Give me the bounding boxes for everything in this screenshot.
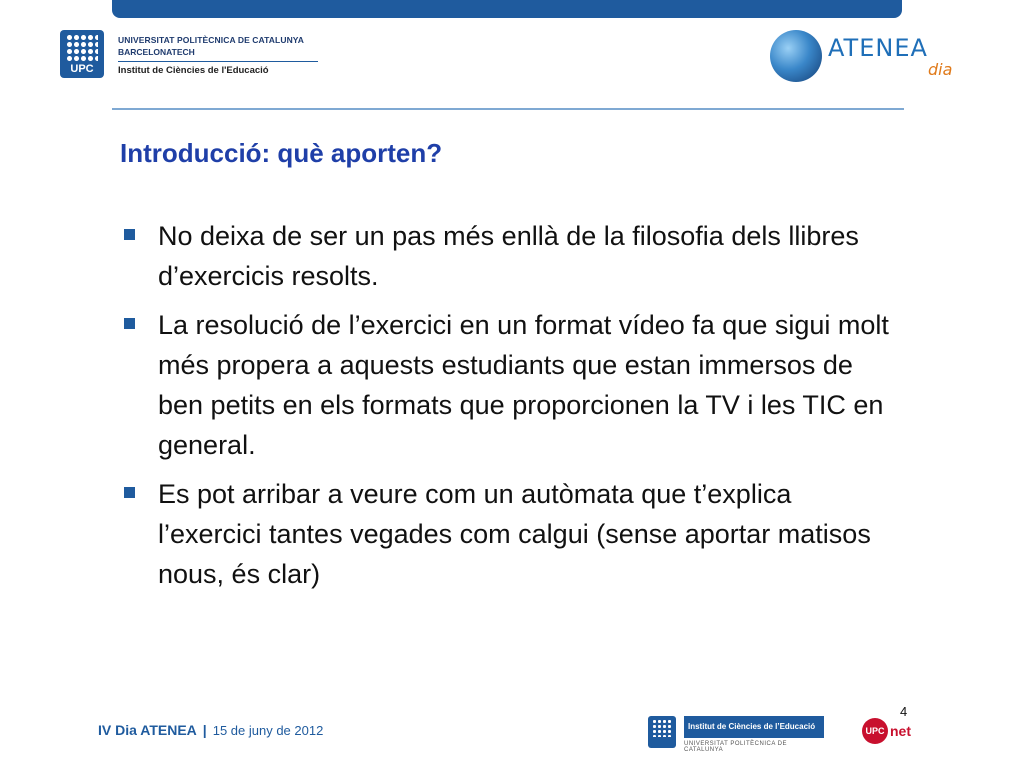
bullet-square-icon — [124, 229, 135, 240]
footer-event-name: IV Dia ATENEA — [98, 722, 197, 738]
bullet-item — [122, 216, 902, 296]
upc-mini-logo-icon — [648, 716, 676, 748]
atenea-dia-logo — [770, 28, 960, 83]
bullet-item — [122, 474, 902, 594]
university-header — [118, 35, 318, 76]
footer-separator: | — [202, 722, 207, 738]
bullet-square-icon — [124, 487, 135, 498]
institute-name: Institut de Ciències de l'Educació — [118, 65, 269, 76]
atenea-dia-text: dia — [928, 60, 953, 79]
ice-logo — [648, 716, 828, 752]
bullet-text: Es pot arribar a veure com un autòmata que t’explica l’exercici tantes vegades com calgui (sense aportar matisos nous, és clar) — [158, 479, 871, 589]
globe-icon — [770, 30, 822, 82]
upcnet-logo — [862, 716, 922, 746]
page-number: 4 — [900, 704, 908, 719]
university-city: BARCELONATECH — [118, 47, 195, 57]
bullet-text: La resolució de l’exercici en un format vídeo fa que sigui molt més propera a aquests estudiants que estan immersos de ben petits en els formats que proporcionen la TV i les TIC en general. — [158, 310, 889, 460]
footer-date: 15 de juny de 2012 — [212, 723, 324, 738]
upc-logo-dots-icon — [66, 34, 98, 62]
bullet-item — [122, 305, 902, 465]
upc-logo — [60, 30, 104, 78]
upcnet-circle-icon: UPC — [862, 718, 888, 744]
ice-logo-subtitle: UNIVERSITAT POLITÈCNICA DE CATALUNYA — [684, 741, 788, 753]
bullet-square-icon — [124, 318, 135, 329]
ice-logo-box: Institut de Ciències de l’Educació — [684, 716, 824, 738]
bullet-list — [122, 216, 902, 603]
slide-title: Introducció: què aporten? — [120, 138, 443, 168]
header-divider — [112, 108, 904, 110]
atenea-logo-text: ATENEA — [828, 34, 928, 62]
university-name: UNIVERSITAT POLITÈCNICA DE CATALUNYA — [118, 35, 305, 45]
bullet-text: No deixa de ser un pas més enllà de la filosofia dels llibres d’exercicis resolts. — [158, 221, 859, 291]
upc-logo-text: UPC — [70, 63, 94, 75]
upcnet-text: net — [890, 723, 911, 739]
footer-event — [98, 722, 323, 738]
top-banner-bar — [112, 0, 902, 18]
university-divider — [118, 61, 318, 62]
